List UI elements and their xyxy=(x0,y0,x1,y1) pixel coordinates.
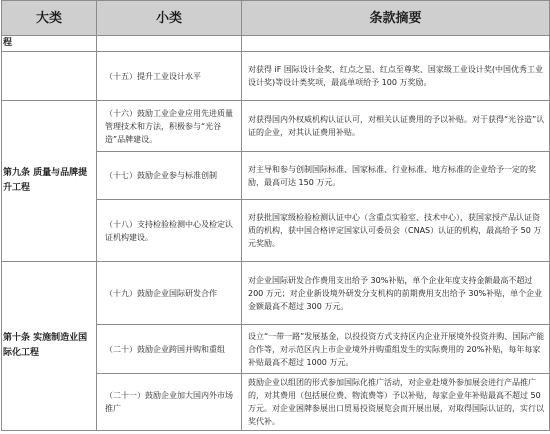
subcategory-cell: （十六）鼓励工业企业应用先进质量管理技术和方法，积极参与“光谷造”品牌建设。 xyxy=(97,101,242,152)
header-major-category: 大类 xyxy=(2,1,97,36)
summary-cell: 对获得国内外权威机构认证认可，对相关认证费用的予以补贴。对于获得“光谷造”认证的企业，对其认证费用补贴。 xyxy=(242,101,550,152)
table-row xyxy=(2,101,550,152)
summary-cell xyxy=(242,36,550,52)
summary-cell: 鼓励企业以组团的形式参加国际化推广活动，对企业赴境外参加展会进行产品推广的，对其费用（包括展位费、物流费等）予以补贴，每家企业年补贴最高不超过 50 万元。对企业困牌参展出口贸易投资展览会而开展出展，对取得国际认证的，实行以奖代补。 xyxy=(242,374,550,431)
policy-table xyxy=(1,0,550,431)
summary-cell: 对获批国家级检验检测认证中心（含重点实验室、技术中心），获国家授产品认证资质的机构，获中国合格评定国家认可委员会（CNAS）认证的机构，最高给予 50 万元奖励。 xyxy=(242,200,550,262)
major-category-cell: 程 xyxy=(2,36,97,52)
table-row xyxy=(2,36,550,52)
subcategory-cell: （十九）鼓励企业国际研发合作 xyxy=(97,262,242,325)
header-row xyxy=(2,1,550,36)
summary-cell: 设立“一带一路”发展基金，以投投资方式支持区内企业开展境外投资并购、国际产能合作等，对示范区内上市企业境外并购重组发生的实际费用的 20%补贴，每年每家补贴最高不超过 1000 万元。 xyxy=(242,325,550,374)
subcategory-cell: （二十）鼓励企业跨国并购和重组 xyxy=(97,325,242,374)
summary-cell: 对企业国际研发合作费用支出给予 30%补贴，单个企业年度支持金额最高不超过 200 万元；对企业新设境外研发分支机构的前期费用支出给予 30%补贴，单个企业金额最高不超过 300 万元。 xyxy=(242,262,550,325)
table-row xyxy=(2,262,550,325)
major-category-cell xyxy=(2,52,97,101)
subcategory-cell xyxy=(97,36,242,52)
table-row xyxy=(2,52,550,101)
summary-cell: 对获得 iF 国际设计金奖、红点之星、红点至尊奖、国家级工业设计奖(中国优秀工业设计奖)等设计类奖项，最高单项给予 100 万奖励。 xyxy=(242,52,550,101)
summary-cell: 对主导和参与创制国际标准、国家标准、行业标准、地方标准的企业给予一定的奖励，最高可达 150 万元。 xyxy=(242,152,550,200)
header-subcategory: 小类 xyxy=(97,1,242,36)
major-category-cell: 第十条 实施制造业国际化工程 xyxy=(2,262,97,431)
subcategory-cell: （十八）支持检验检测中心及检定认证机构建设。 xyxy=(97,200,242,262)
subcategory-cell: （十七）鼓励企业参与标准创制 xyxy=(97,152,242,200)
major-category-cell: 第九条 质量与品牌提升工程 xyxy=(2,101,97,262)
header-summary: 条款摘要 xyxy=(242,1,550,36)
subcategory-cell: （二十一）鼓励企业加大国内外市场推广 xyxy=(97,374,242,431)
subcategory-cell: （十五）提升工业设计水平 xyxy=(97,52,242,101)
